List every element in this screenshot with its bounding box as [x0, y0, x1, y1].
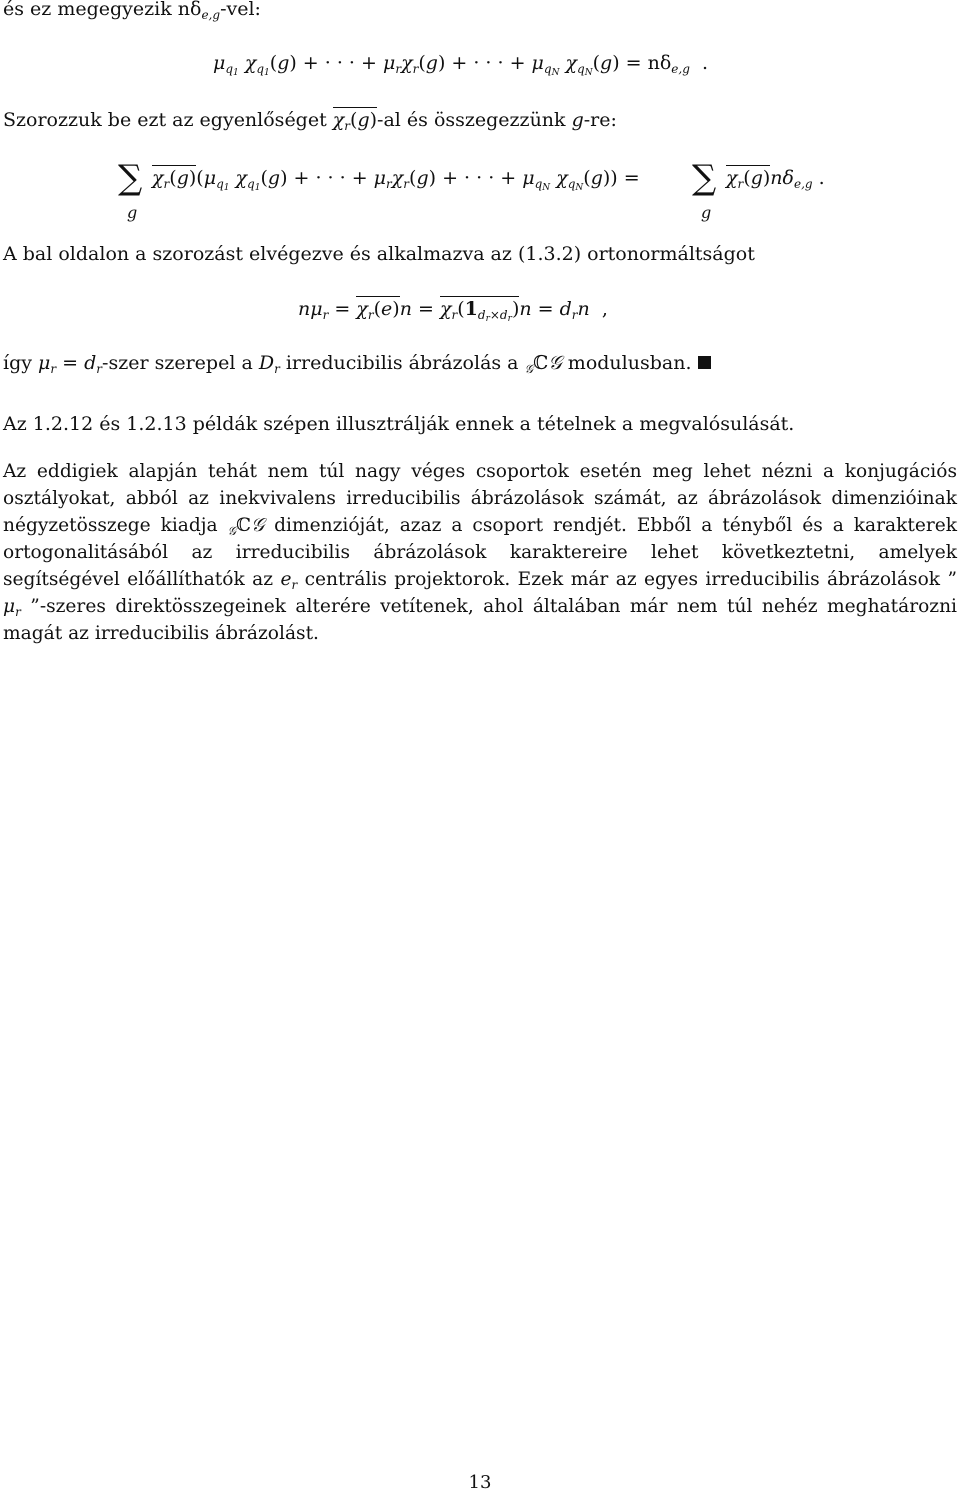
qed-icon: [698, 356, 711, 369]
intro-line: és ez megegyezik $n\delta_{e,g}$-vel:: [3, 0, 261, 22]
page-number: 13: [468, 1472, 492, 1493]
line-4: így $\mu_r$ = $d_r$-szer szerepel a $D_r$ irreducibilis ábrázolás a $_𝒢$ℂ𝒢 modulusban.: [3, 352, 711, 374]
sum-symbol-right: ∑: [692, 158, 717, 198]
sum-symbol-left: ∑: [118, 158, 143, 198]
sum-index-left: g: [127, 203, 138, 222]
equation-1: $\mu_{q_1}$ $\chi_{q_1}(g)$ + · · · + $\mu_r\chi_r(g)$ + · · · + $\mu_{q_N}$ $\chi_{q_N}(g) = n\delta_{e,g}$ .: [213, 52, 709, 78]
body-paragraph: Az eddigiek alapján tehát nem túl nagy véges csoportok esetén meg lehet nézni a konjugációs osztályokat, abból az inekvivalens irreducibilis ábrázolások számát, az ábrázolások dimenzióinak négyzetösszege kiadja $_𝒢$ℂ𝒢 dimenzióját, azaz a csoport rendjét. Ebből a tényből és a karakterek ortogonalitásából az irreducibilis ábrázolások karaktereire lehet következtetni, amelyek segítségével előállíthatók az $e_r$ centrális projektorok. Ezek már az egyes irreducibilis ábrázolások ” $\mu_r$ ”-szeres direktösszegeinek alterére vetítenek, ahol általában már nem túl nehéz meghatározni magát az irreducibilis ábrázolást.: [3, 461, 958, 644]
equation-2-body: $\chi_r(g)(\mu_{q_1}$ $\chi_{q_1}(g)$ + · · · + $\mu_r\chi_r(g)$ + · · · + $\mu_{q_N}$ $\chi_{q_N}(g)$) =: [152, 167, 640, 193]
line-5: Az 1.2.12 és 1.2.13 példák szépen illusztrálják ennek a tételnek a megvalósulását.: [3, 413, 795, 435]
sum-index-right: g: [701, 203, 712, 222]
equation-2-rhs: $\chi_r(g)n\delta_{e,g}$ .: [726, 167, 825, 191]
eq1-rhs: = nδ: [625, 52, 672, 74]
line-3: A bal oldalon a szorozást elvégezve és alkalmazva az (1.3.2) ortonormáltságot: [3, 243, 755, 265]
equation-3: $n\mu_r = \chi_r(e)n = \chi_r(1_{d_r\times d_r})n = d_rn$ ,: [298, 298, 608, 324]
line-2: Szorozzuk be ezt az egyenlőséget $\chi_r(g)-al$ és összegezzünk g-re:: [3, 109, 617, 133]
